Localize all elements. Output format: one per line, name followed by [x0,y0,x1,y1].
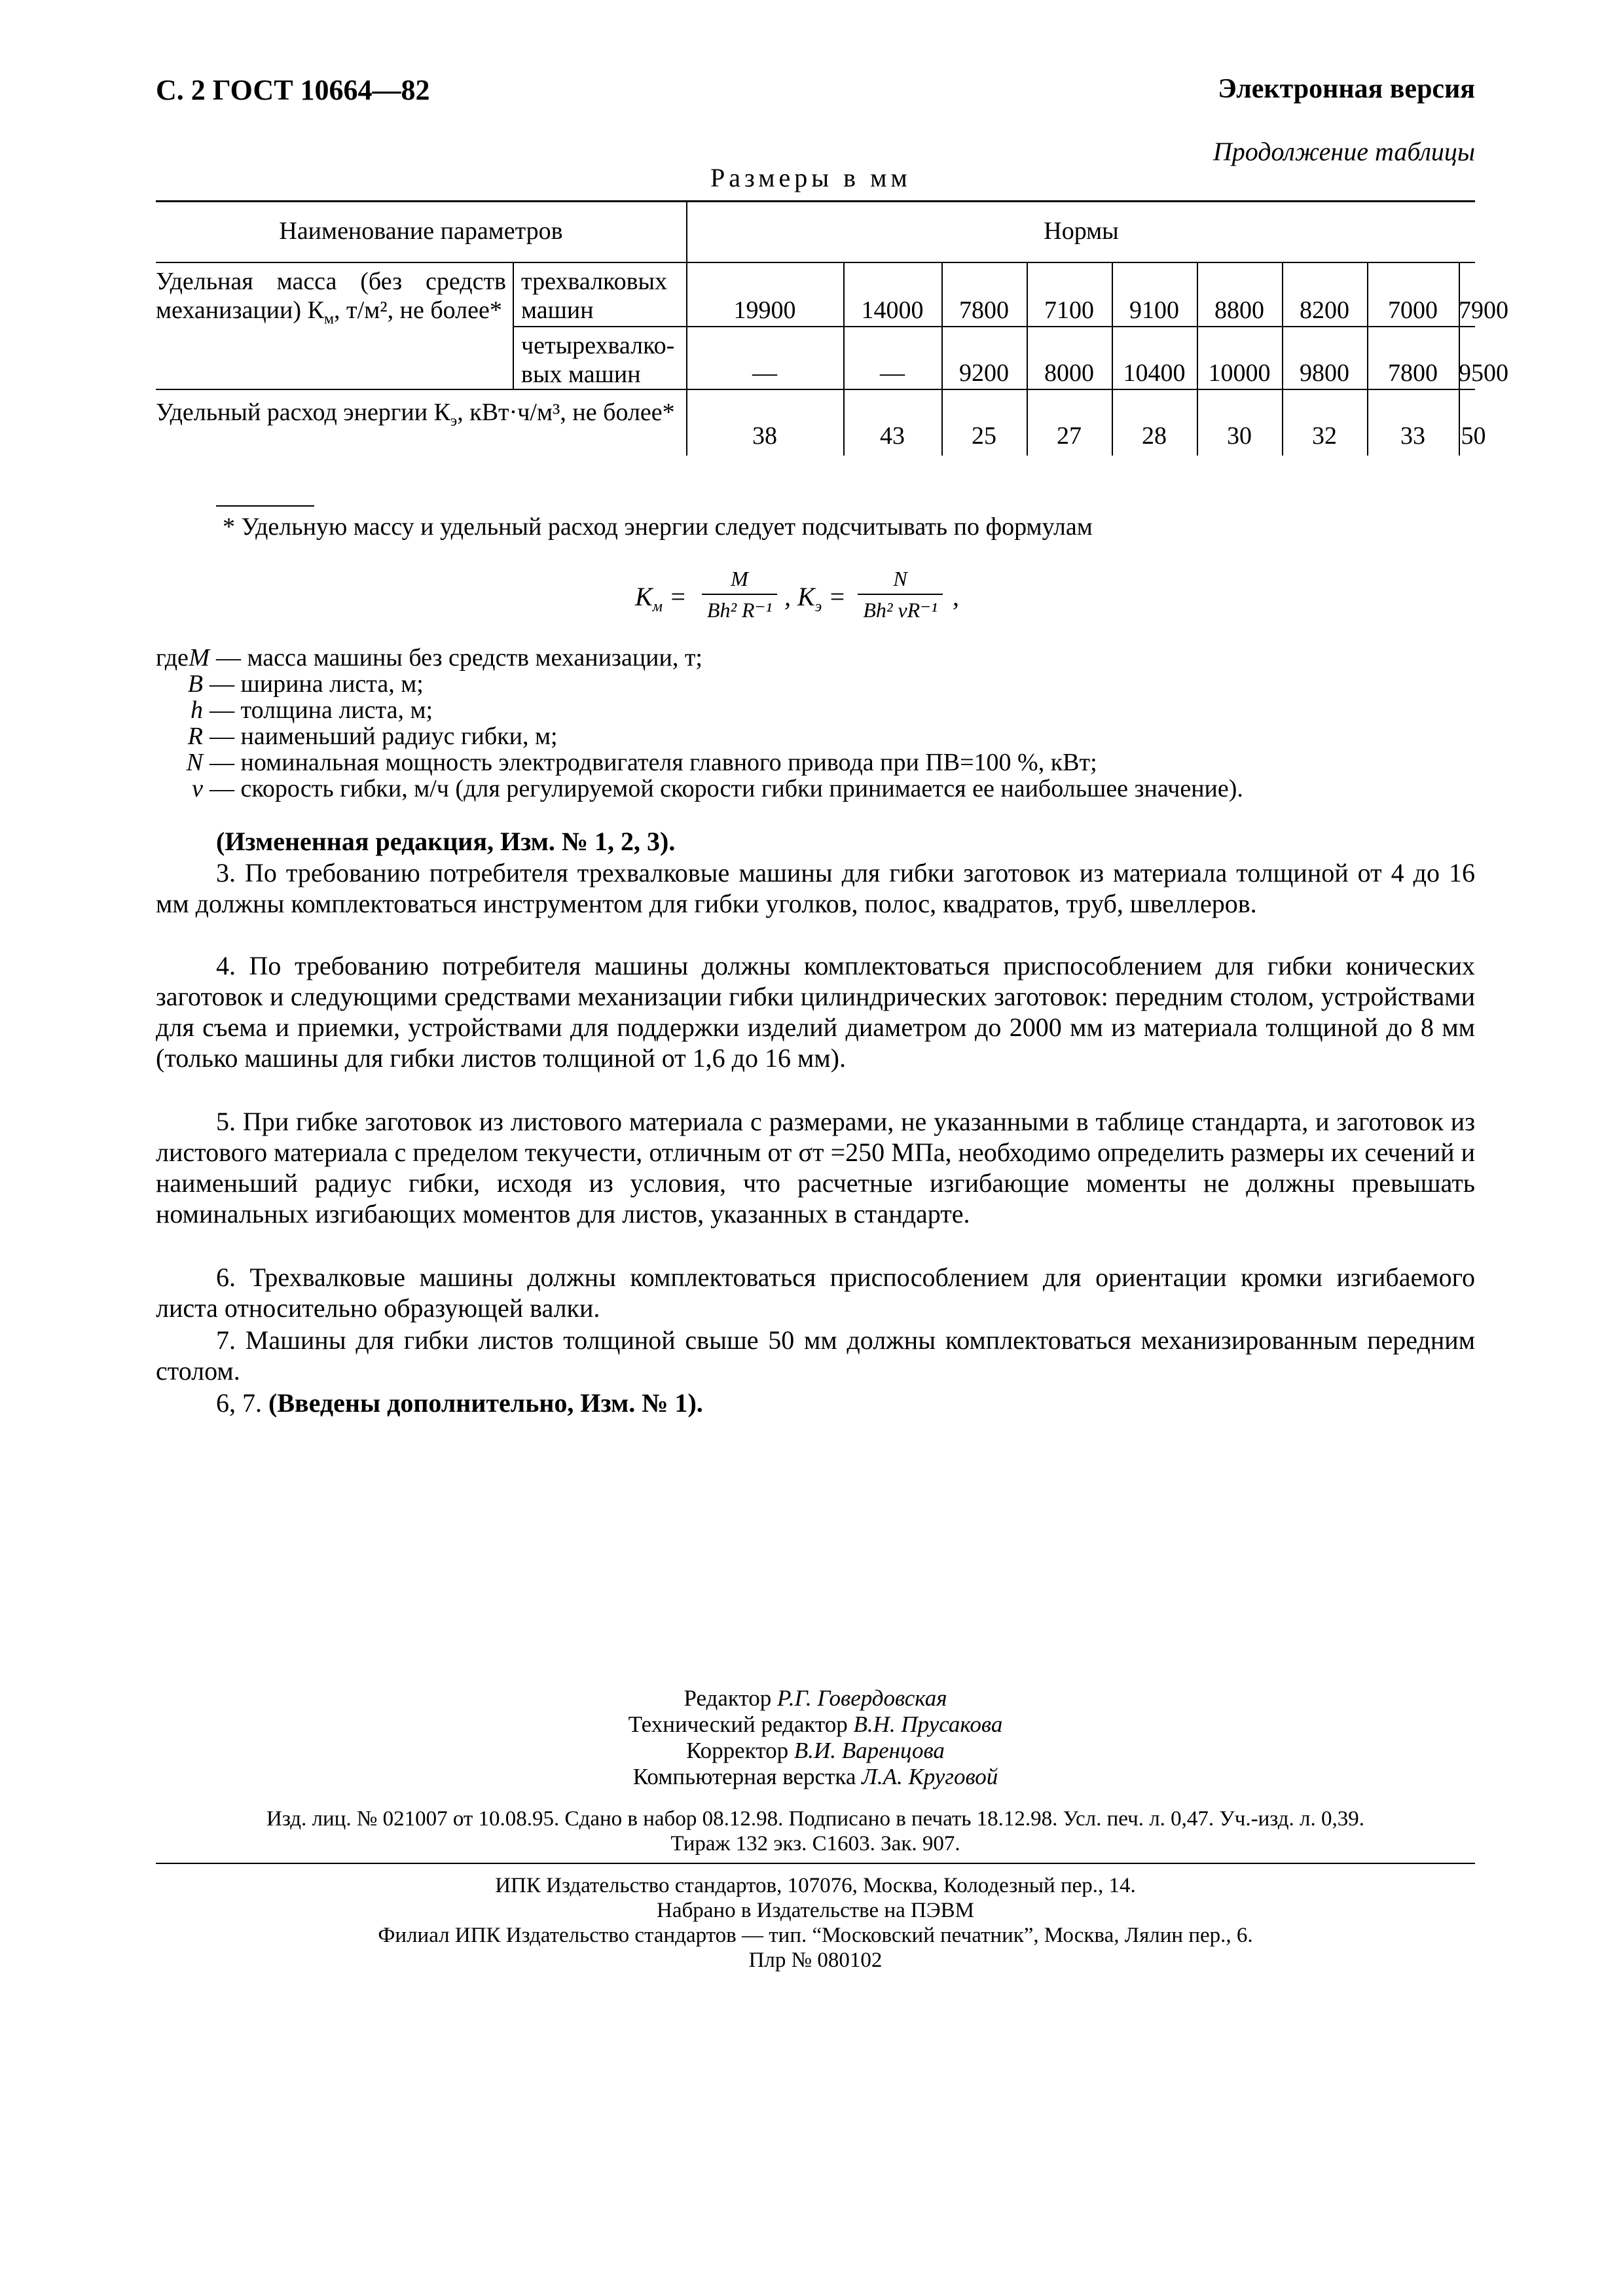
page-header-left: С. 2 ГОСТ 10664—82 [156,74,430,106]
formula-k-mass: $К_м$ = [635,582,687,615]
table-cell: 27 [1057,422,1082,450]
table-cell: 43 [880,422,905,450]
definition-text: — масса машины без средств механизации, т; [216,644,702,672]
table-cell: 30 [1227,422,1252,450]
imprint-line-3: ИПК Издательство стандартов, 107076, Москва, Колодезный пер., 14. [495,1874,1136,1897]
column-header-norms: Нормы [1044,217,1119,245]
table-cell: 32 [1312,422,1337,450]
table-cell: 14000 [861,296,924,324]
column-header-params: Наименование параметров [279,217,563,245]
table-cell: — [880,359,905,387]
footnote-rule [216,505,314,507]
definition-symbol: R [187,723,203,750]
formula-fraction-mass: M Bh² R⁻¹ [702,567,777,622]
row-label-energy: Удельный расход энергии $К_э$, кВт·ч/м³, не более* [156,399,675,430]
paragraph-6: 6. Трехвалковые машины должны комплектоваться приспособлением для ориентации кромки изгибаемого листа относительно образующей валки. [156,1263,1475,1323]
formula-fraction-energy: N Bh² vR⁻¹ [858,567,943,622]
imprint-line-2: Тираж 132 экз. С1603. Зак. 907. [670,1832,960,1856]
table-cell: 7100 [1044,296,1094,324]
table-cell: 8200 [1300,296,1349,324]
table-cell: 10000 [1208,359,1271,387]
table-cell: 9100 [1129,296,1179,324]
table-cell: 9800 [1300,359,1349,387]
page-header-right: Электронная версия [1218,74,1475,104]
norms-table [156,200,1508,456]
imprint-rule [156,1863,1475,1864]
definition-symbol: v [192,775,203,802]
formula: $К_м$ = M Bh² R⁻¹ , $К_э$ = N Bh² vR⁻¹ , [635,567,959,622]
row-label-specific-mass: Удельная масса (без средств механизации) $К_м$, т/м², не более* [156,268,506,328]
table-cell: 7800 [959,296,1009,324]
row-type-three-roll: трехвалковых машин [521,268,668,324]
paragraph-6-7-note: 6, 7. (Введены дополнительно, Изм. № 1). [216,1388,703,1418]
definition-symbol: M [189,644,210,672]
table-cell: 7800 [1388,359,1438,387]
table-cell: 19900 [733,296,796,324]
definition-line [156,774,1243,804]
table-cell: 33 [1400,422,1425,450]
table-cell: 7000 [1388,296,1438,324]
table-cell: 9200 [959,359,1009,387]
credit-editor: Редактор Р.Г. Говердовская [684,1685,947,1711]
formula-k-energy: , $К_э$ = [784,582,847,615]
table-cell: 25 [972,422,996,450]
credit-layout: Компьютерная верстка Л.А. Круговой [632,1764,998,1789]
table-cell: 28 [1142,422,1167,450]
row-type-four-roll: четырехвалко- вых машин [521,332,675,388]
imprint-line-5: Филиал ИПК Издательство стандартов — тип. “Московский печатник”, Москва, Лялин пер., 6. [378,1924,1253,1947]
table-cell: 7900 [1459,296,1508,324]
paragraph-5: 5. При гибке заготовок из листового материала с размерами, не указанными в таблице стандарта, и заготовок из листового материала с пределом текучести, отличным от σт =250 МПа, необходимо определить размеры их сечений и наименьший радиус гибки, исходя из условия, что расчетные изгибающие моменты не должны превышать номинальных изгибающих моментов для листов, указанных в стандарте. [156,1107,1475,1229]
paragraph-4: 4. По требованию потребителя машины должны комплектоваться приспособлением для гибки конических заготовок и следующими средствами механизации гибки цилиндрических заготовок: передним столом, устройствами для съема и приемки, устройствами для поддержки изделий диаметром до 2000 мм из материала толщиной до 8 мм (только машины для гибки листов толщиной от 1,6 до 16 мм). [156,951,1475,1073]
definition-symbol: B [187,670,203,698]
credit-tech-editor: Технический редактор В.Н. Прусакова [628,1712,1003,1737]
table-cell: — [752,359,777,387]
table-cell: 8800 [1214,296,1264,324]
imprint-line-1: Изд. лиц. № 021007 от 10.08.95. Сдано в набор 08.12.98. Подписано в печать 18.12.98. Усл. печ. л. 0,47. Уч.-изд. л. 0,39. [266,1807,1364,1831]
paragraph-3: 3. По требованию потребителя трехвалковые машины для гибки заготовок из материала толщиной от 4 до 16 мм должны комплектоваться инструментом для гибки уголков, полос, квадратов, труб, швеллеров. [156,858,1475,918]
table-cell: 50 [1461,422,1486,450]
paragraph-7: 7. Машины для гибки листов толщиной свыше 50 мм должны комплектоваться механизированным передним столом. [156,1325,1475,1386]
credit-corrector: Корректор В.И. Варенцова [686,1738,945,1763]
table-units: Размеры в мм [710,163,911,192]
amendment-note: (Измененная редакция, Изм. № 1, 2, 3). [216,827,676,856]
table-cell: 10400 [1123,359,1186,387]
definition-text: — ширина листа, м; [210,670,424,698]
table-cell: 9500 [1459,359,1508,387]
footnote-intro: * Удельную массу и удельный расход энергии следует подсчитывать по формулам [223,513,1093,541]
imprint-line-4: Набрано в Издательстве на ПЭВМ [657,1899,974,1922]
definition-text: — номинальная мощность электродвигателя главного привода при ПВ=100 %, кВт; [210,749,1097,776]
definition-symbol: h [191,696,203,724]
definition-text: — наименьший радиус гибки, м; [210,723,558,750]
table-cell: 38 [752,422,777,450]
definition-text: — толщина листа, м; [210,696,433,724]
table-continuation: Продолжение таблицы [1213,137,1475,166]
where-label: где [156,644,189,672]
credits [156,1685,1475,1790]
table-cell: 8000 [1044,359,1094,387]
imprint-line-6: Плр № 080102 [748,1948,883,1972]
definition-symbol: N [186,749,203,776]
definition-text: — скорость гибки, м/ч (для регулируемой скорости гибки принимается ее наибольшее значение). [210,775,1243,802]
